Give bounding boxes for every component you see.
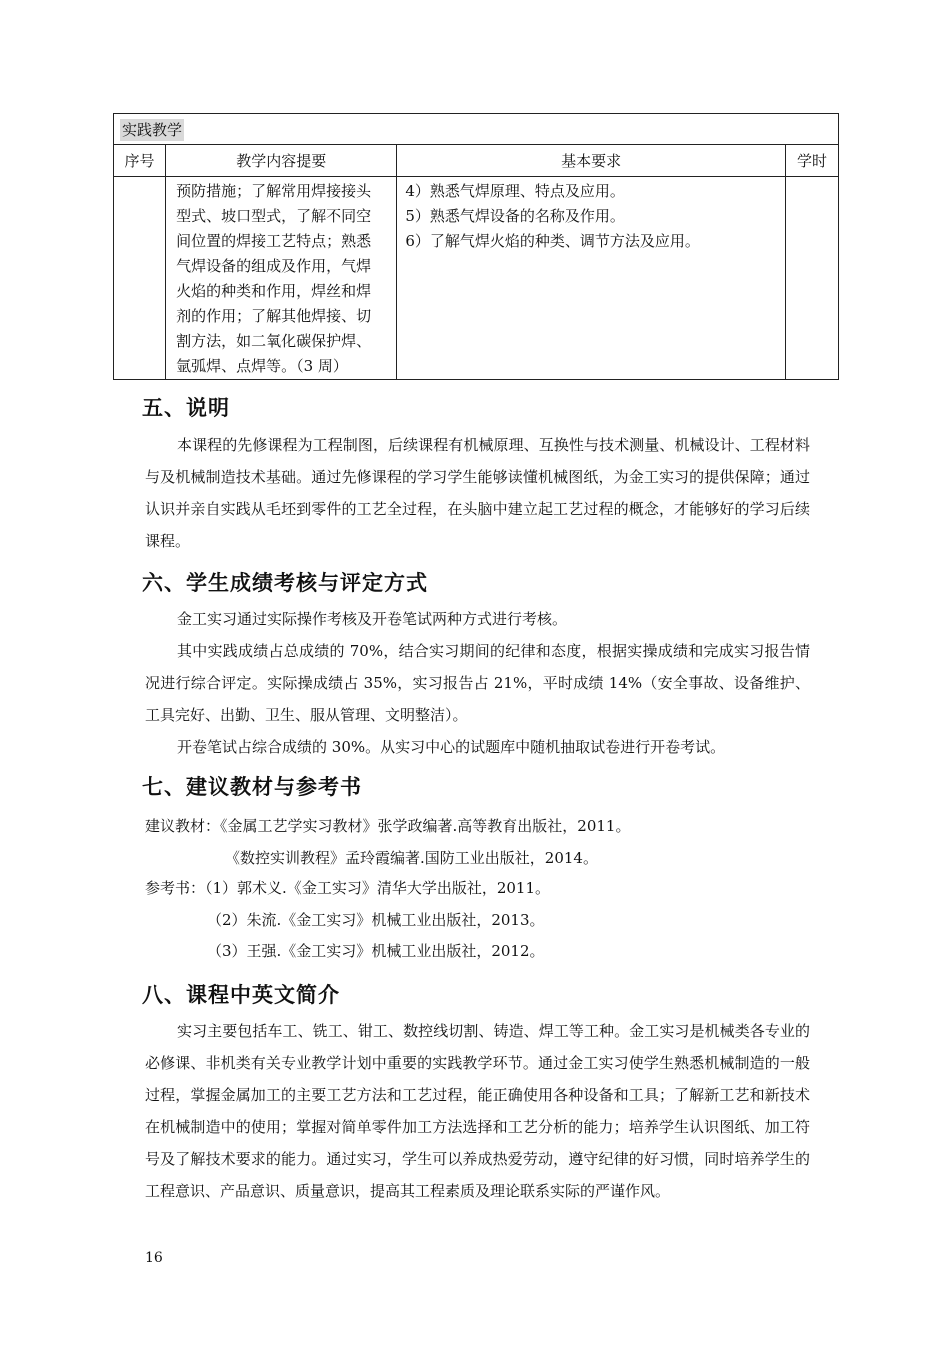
content-line: 火焰的种类和作用，焊丝和焊 bbox=[176, 282, 372, 300]
header-content: 教学内容提要 bbox=[166, 145, 397, 177]
section-6-paragraph-1: 金工实习通过实际操作考核及开卷笔试两种方式进行考核。 bbox=[177, 610, 568, 628]
section-6-paragraph-2: 其中实践成绩占总成绩的 70%，结合实习期间的纪律和态度，根据实操成绩和完成实习报告情况进行综合评定。实际操成绩占 35%，实习报告占 21%，平时成绩 14%（安全事故、设备维护、工具完好、出勤、卫生、服从管理、文明整洁）。 bbox=[145, 642, 810, 724]
reference-line-1: 参考书：（1）郭术义.《金工实习》清华大学出版社，2011。 bbox=[145, 879, 550, 897]
page-number: 16 bbox=[145, 1250, 163, 1266]
content-line: 气焊设备的组成及作用，气焊 bbox=[176, 257, 372, 275]
section-5-heading: 五、说明 bbox=[142, 395, 230, 420]
cell-index bbox=[114, 177, 166, 380]
header-requirements: 基本要求 bbox=[397, 145, 786, 177]
section-6-paragraph-3: 开卷笔试占综合成绩的 30%。从实习中心的试题库中随机抽取试卷进行开卷考试。 bbox=[177, 738, 726, 756]
requirement-item: 5）熟悉气焊设备的名称及作用。 bbox=[405, 207, 625, 225]
content-line: 割方法，如二氧化碳保护焊、 bbox=[176, 332, 372, 350]
section-6-heading: 六、学生成绩考核与评定方式 bbox=[142, 570, 428, 595]
practice-teaching-table bbox=[113, 113, 839, 380]
textbook-line-1: 建议教材：《金属工艺学实习教材》张学政编著.高等教育出版社，2011。 bbox=[145, 817, 631, 835]
table-header-row bbox=[114, 145, 839, 177]
content-line: 氩弧焊、点焊等。（3 周） bbox=[176, 357, 348, 375]
section-8-paragraph: 实习主要包括车工、铣工、钳工、数控线切割、铸造、焊工等工种。金工实习是机械类各专业的必修课、非机类有关专业教学计划中重要的实践教学环节。通过金工实习使学生熟悉机械制造的一般过程，掌握金属加工的主要工艺方法和工艺过程，能正确使用各种设备和工具；了解新工艺和新技术在机械制造中的使用；掌握对简单零件加工方法选择和工艺分析的能力；培养学生认识图纸、加工符号及了解技术要求的能力。通过实习，学生可以养成热爱劳动，遵守纪律的好习惯，同时培养学生的工程意识、产品意识、质量意识，提高其工程素质及理论联系实际的严谨作风。 bbox=[145, 1022, 810, 1200]
section-8-heading: 八、课程中英文简介 bbox=[142, 982, 340, 1007]
reference-line-3: （3）王强.《金工实习》机械工业出版社，2012。 bbox=[207, 942, 545, 960]
table-title: 实践教学 bbox=[122, 121, 183, 139]
requirement-item: 4）熟悉气焊原理、特点及应用。 bbox=[405, 182, 625, 200]
table-title-cell bbox=[114, 114, 839, 145]
content-line: 间位置的焊接工艺特点；熟悉 bbox=[176, 232, 372, 250]
section-7-heading: 七、建议教材与参考书 bbox=[142, 774, 362, 799]
content-line: 型式、坡口型式，了解不同空 bbox=[176, 207, 372, 225]
content-line: 剂的作用；了解其他焊接、切 bbox=[176, 307, 372, 325]
cell-requirements bbox=[397, 177, 786, 380]
table-row bbox=[114, 177, 839, 380]
cell-content bbox=[166, 177, 397, 380]
requirement-item: 6）了解气焊火焰的种类、调节方法及应用。 bbox=[405, 232, 700, 250]
section-5-paragraph: 本课程的先修课程为工程制图，后续课程有机械原理、互换性与技术测量、机械设计、工程材料与及机械制造技术基础。通过先修课程的学习学生能够读懂机械图纸，为金工实习的提供保障；通过认识并亲自实践从毛坯到零件的工艺全过程，在头脑中建立起工艺过程的概念，才能够好的学习后续课程。 bbox=[145, 436, 810, 550]
header-index: 序号 bbox=[114, 145, 166, 177]
header-hours: 学时 bbox=[785, 145, 838, 177]
content-line: 预防措施；了解常用焊接接头 bbox=[176, 182, 372, 200]
reference-line-2: （2）朱流.《金工实习》机械工业出版社，2013。 bbox=[207, 911, 545, 929]
cell-hours bbox=[785, 177, 838, 380]
textbook-line-2: 《数控实训教程》孟玲霞编著.国防工业出版社，2014。 bbox=[225, 849, 598, 867]
